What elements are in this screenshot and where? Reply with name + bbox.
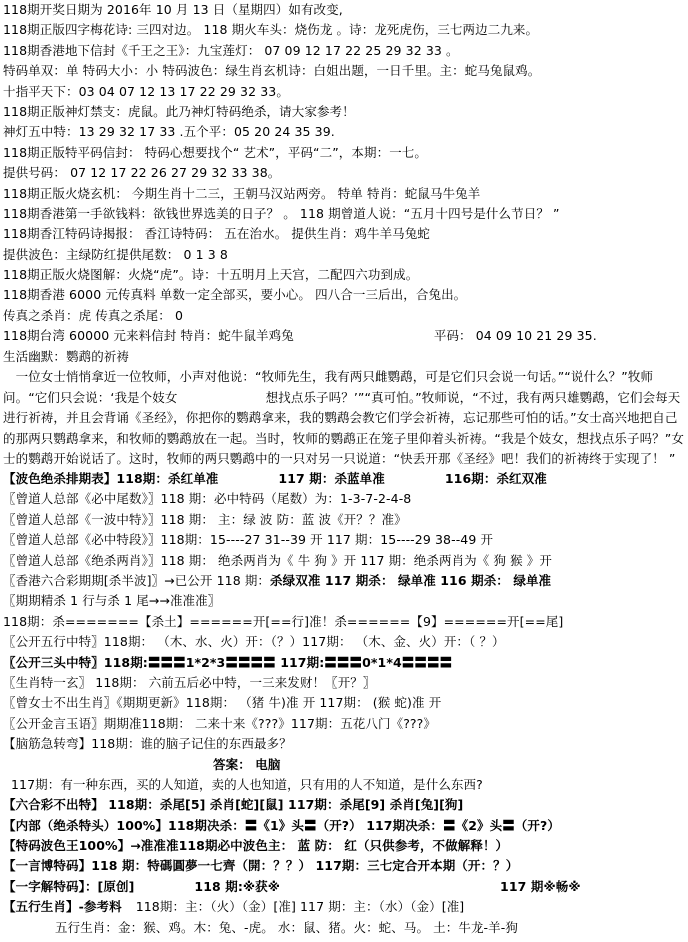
text-line: 117期：有一种东西，买的人知道，卖的人也知道，只有用的人不知道，是什么东西?	[11, 776, 483, 792]
text-line: 五行生肖：金：猴、鸡。木：兔、-虎。 水：鼠、猪。火：蛇、马。 土：牛龙-羊-狗	[55, 919, 518, 935]
text-line: 〖曾女士不出生肖〗《期期更新》118期： （猪 牛)准 开 117期： (猴 蛇)准 开	[3, 695, 442, 711]
text-line: 十指平天下：03 04 07 12 13 17 22 29 32 33。	[3, 83, 289, 99]
text-line: 118期正版特平码信封： 特码心想要找个“ 艺术”，平码“二”，本期：一七。	[3, 144, 428, 160]
text-line: 〖曾道人总部《必中特段》〗118期：15----27 31--39 开 117 期：15----29 38--49 开	[3, 532, 494, 548]
text-line: 〖曾道人总部《绝杀两肖》〗118 期： 绝杀两肖为《 牛 狗 》开 117 期：绝杀两肖为《 狗 猴 》开	[3, 552, 553, 568]
text-line	[3, 877, 685, 897]
text-line: 生活幽默：鹦鹉的祈祷	[3, 348, 130, 364]
text-line: 提供波色：主绿防红提供尾数： 0 1 3 8	[3, 246, 228, 262]
text-line: 〖公开金言玉语〗期期准118期： 二来十来《???》117期：五花八门《???》	[3, 715, 436, 731]
text-line: 〖曾道人总部《一波中特》〗118 期： 主：绿 波 防：蓝 波《开？？准》	[3, 511, 407, 527]
half-wave-results: 杀绿双准 117 期杀： 绿单准 116 期杀： 绿单准	[270, 572, 552, 588]
text-line: 【脑筋急转弯】118期：谁的脑子记住的东西最多？	[3, 736, 292, 752]
one-char-118: 118 期:※获※	[194, 878, 281, 894]
color-kill-117: 117 期：杀蓝单准	[278, 471, 385, 487]
text-line	[3, 897, 685, 917]
text-line: 〖曾道人总部《必中尾数》〗118 期：必中特码（尾数）为：1-3-7-2-4-8	[3, 491, 412, 507]
text-line: 【内部（绝杀特头）100%】118期决杀：〓《1》头〓（开?） 117期决杀：〓《2》头〓（开?）	[3, 817, 560, 833]
text-line: 〖公开三头中特〗118期:〓〓〓1*2*3〓〓〓〓 117期:〓〓〓0*1*4〓〓〓〓	[3, 654, 453, 670]
color-kill-116: 116期：杀红双准	[444, 471, 547, 487]
text-line: 118期：杀=======【杀土】======开[==行]准！杀======【9】======开[==尾]	[3, 613, 564, 629]
text-line: 118期正版火烧图解：火烧“虎”。诗：十五明月上天宫，二配四六功到成。	[3, 267, 419, 283]
text-line	[3, 326, 685, 346]
text-line: 118期开奖日期为 2016年 10 月 13 日（星期四）如有改变,	[3, 2, 343, 17]
one-char-label: 【一字解特码】：[原创]	[3, 878, 135, 894]
color-kill-118: 【波色绝杀排期表】118期：杀红单准	[3, 471, 219, 487]
text-line	[3, 571, 685, 591]
taiwan-flat-numbers: 平码： 04 09 10 21 29 35.	[433, 328, 597, 344]
text-line: 118期香港第一手欲钱料：欲钱世界选美的日子？ 。 118 期曾道人说：“五月十四号是什么节日？ ”	[3, 205, 560, 221]
one-char-117: 117 期※畅※	[500, 878, 581, 894]
text-line: 神灯五中特：13 29 32 17 33 .五个平：05 20 24 35 39.	[3, 124, 335, 140]
text-line: 118期香港地下信封《千王之王》：九宝莲灯： 07 09 12 17 22 25 29 32 33 。	[3, 42, 459, 58]
riddle-answer: 答案： 电脑	[213, 756, 281, 772]
text-line: 【特码波色王100%】→准准准118期必中波色主： 蓝 防： 红（只供参考，不做解释！）	[3, 838, 509, 854]
five-elements-label: 【五行生肖】-参考料	[3, 899, 122, 915]
no-special-line: 【六合彩不出特】 118期：杀尾[5] 杀肖[蛇][鼠] 117期：杀尾[9] 杀肖[兔][狗]	[3, 797, 464, 813]
half-wave-label: 〖香港六合彩期期[杀半波]〗→已公开 118 期：	[3, 572, 271, 588]
text-line: 118期香江特码诗揭报： 香江诗特码： 五在治水。 提供生肖：鸡牛羊马兔蛇	[3, 226, 430, 242]
taiwan-line: 118期台湾 60000 元来料信封 特肖：蛇牛鼠羊鸡兔	[3, 328, 294, 344]
joke-story: 一位女士悄悄拿近一位牧师，小声对他说：“牧师先生，我有两只雌鹦鹉，可是它们只会说一句话。”“说什么？”牧师问。“它们只会说：‘我是个妓女 想找点乐子吗？’”“真可怕。”牧师说，“不过，我有两只雄鹦鹉，它们会每天进行祈祷，并且会背诵《圣经》，你把你的鹦鹉拿来，我的鹦鹉会教它们学会祈祷，忘记那些可怕的话。”女士高兴地把自己的那两只鹦鹉拿来，和牧师的鹦鹉放在一起。当时，牧师的鹦鹉正在笼子里仰着头祈祷。“我是个妓女，想找点乐子吗？”女士的鹦鹉开始说话了。这时，牧师的两只鹦鹉中的一只对另一只说道：“快丢开那《圣经》吧！我们的祈祷终于实现了！ ”	[3, 369, 684, 467]
text-line	[3, 795, 685, 815]
text-line: 特码单双：单 特码大小：小 特码波色：绿生肖玄机诗：白姐出题，一日千里。主：蛇马兔鼠鸡。	[3, 63, 541, 79]
text-line: 传真之杀肖：虎 传真之杀尾： 0	[3, 307, 184, 323]
text-line	[3, 469, 685, 489]
text-line: 118期香港 6000 元传真料 单数一定全部买，要小心。 四八合一三后出，合兔出。	[3, 287, 467, 303]
text-line: 提供号码： 07 12 17 22 26 27 29 32 33 38。	[3, 165, 281, 181]
text-line: 118期正版神灯禁支：虎鼠。此乃神灯特码绝杀，请大家参考！	[3, 103, 355, 119]
text-line: 118期正版火烧玄机： 今期生肖十二三，王朝马汉站两旁。 特单 特肖：蛇鼠马牛兔羊	[3, 185, 481, 201]
text-line: 〖期期精杀 1 行与杀 1 尾→→准准准〗	[3, 593, 221, 609]
text-line: 118期正版四字梅花诗: 三四对边。 118 期火车头：烧伤龙 。诗：龙死虎伤，三七两边二九来。	[3, 22, 539, 38]
text-line: 【一言博特码】118 期：特碼圓夢一七齊（開：？？） 117期：三七定合开本期（开：？）	[3, 858, 519, 874]
text-line: 〖生肖特一玄〗 118期： 六前五后必中特，一三来发财！〖开？〗	[3, 674, 376, 690]
text-line: 〖公开五行中特〗118期： （木、水、火）开：（？）117期： （木、金、火）开：（ ？）	[3, 634, 505, 650]
five-elements-results: 118期：主：（火）（金）[准] 117 期：主：（水）（金）[准]	[135, 899, 465, 915]
